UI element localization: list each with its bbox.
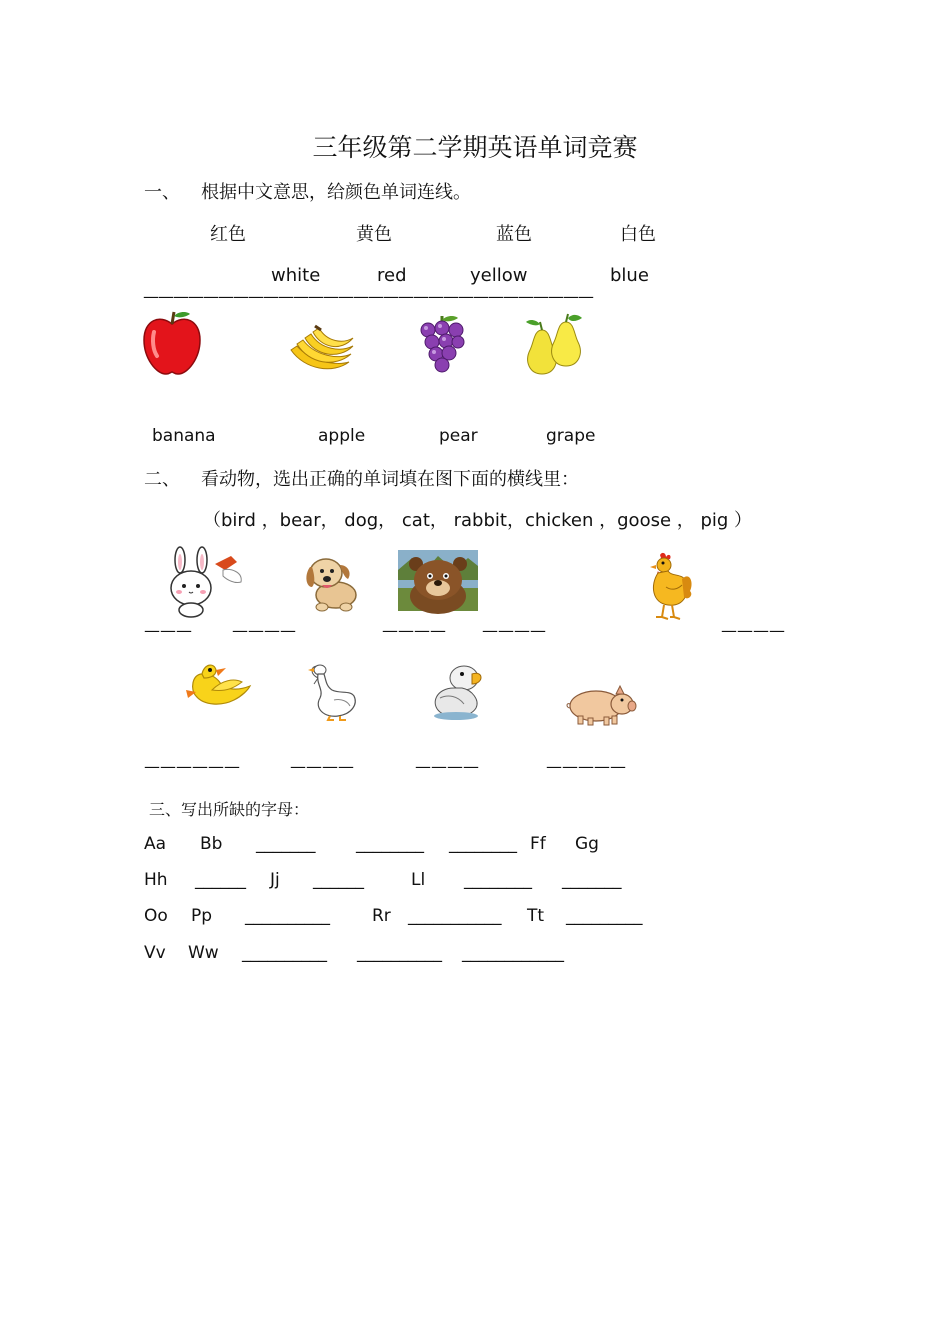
chinese-color-red: 红色	[210, 224, 246, 245]
section-2-number: 二、	[144, 469, 180, 490]
chinese-color-white: 白色	[620, 224, 656, 245]
pear-icon	[522, 314, 590, 376]
duck-icon	[426, 660, 486, 722]
rabbit-icon	[165, 548, 247, 618]
english-color-yellow: yellow	[470, 265, 528, 286]
section-1-number: 一、	[144, 182, 180, 203]
animal-blank-7: ————	[290, 757, 354, 776]
section-3-instruction: 三、写出所缺的字母：	[149, 800, 310, 819]
letter-rr: Rr	[372, 906, 391, 926]
letter-blank: _______	[562, 870, 622, 890]
apple-icon	[142, 310, 202, 376]
chinese-color-yellow: 黄色	[356, 224, 392, 245]
english-color-white: white	[271, 265, 321, 286]
letter-blank: ______	[195, 870, 246, 890]
animal-blank-6: ——————	[144, 757, 240, 776]
animal-blank-1: ———	[144, 621, 192, 640]
chicken-icon	[642, 551, 696, 621]
letter-ll: Ll	[411, 870, 426, 890]
letter-blank: ____________	[462, 943, 564, 963]
section-1-divider: ——————————————————————————————	[143, 287, 593, 306]
letter-blank: __________	[357, 943, 442, 963]
letter-blank: __________	[242, 943, 327, 963]
grape-icon	[418, 314, 468, 376]
chinese-color-blue: 蓝色	[496, 224, 532, 245]
fruit-word-banana: banana	[152, 426, 216, 446]
section-2-instruction: 看动物，选出正确的单词填在图下面的横线里：	[201, 469, 579, 490]
letter-hh: Hh	[144, 870, 168, 890]
letter-blank: ______	[313, 870, 364, 890]
animal-blank-5: ————	[721, 621, 785, 640]
section-1-instruction: 根据中文意思，给颜色单词连线。	[201, 182, 471, 203]
bird-icon	[182, 660, 252, 712]
banana-icon	[287, 322, 357, 374]
goose-icon	[304, 660, 360, 722]
fruit-word-apple: apple	[318, 426, 366, 446]
animal-blank-9: —————	[546, 757, 626, 776]
page-title: 三年级第二学期英语单词竞赛	[312, 133, 638, 162]
bear-icon	[398, 550, 478, 611]
letter-blank: ________	[464, 870, 532, 890]
letter-ff: Ff	[530, 834, 546, 854]
letter-vv: Vv	[144, 943, 166, 963]
letter-blank: _________	[566, 906, 643, 926]
letter-ww: Ww	[188, 943, 219, 963]
letter-jj: Jj	[270, 870, 280, 890]
letter-blank: __________	[245, 906, 330, 926]
letter-bb: Bb	[200, 834, 223, 854]
english-color-red: red	[377, 265, 407, 286]
letter-aa: Aa	[144, 834, 167, 854]
letter-blank: ________	[449, 834, 517, 854]
dog-icon	[302, 553, 362, 613]
letter-oo: Oo	[144, 906, 168, 926]
letter-blank: _______	[256, 834, 316, 854]
section-2-word-bank: （bird ，bear， dog， cat， rabbit，chicken ，goose ， pig ）	[203, 510, 753, 531]
letter-blank: ________	[356, 834, 424, 854]
animal-blank-4: ————	[482, 621, 546, 640]
animal-blank-8: ————	[415, 757, 479, 776]
letter-pp: Pp	[191, 906, 213, 926]
letter-gg: Gg	[575, 834, 599, 854]
english-color-blue: blue	[610, 265, 649, 286]
letter-blank: ___________	[408, 906, 502, 926]
pig-icon	[564, 682, 640, 728]
letter-tt: Tt	[527, 906, 545, 926]
animal-blank-3: ————	[382, 621, 446, 640]
animal-blank-2: ————	[232, 621, 296, 640]
fruit-word-grape: grape	[546, 426, 596, 446]
fruit-word-pear: pear	[439, 426, 478, 446]
